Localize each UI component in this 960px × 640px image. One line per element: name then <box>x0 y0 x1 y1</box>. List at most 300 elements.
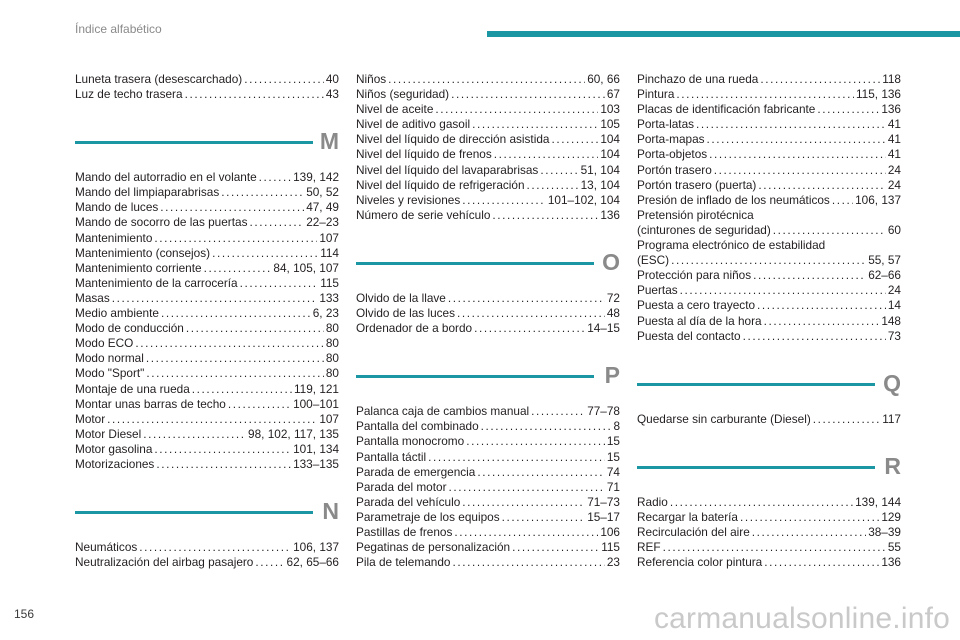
index-entry-term: Número de serie vehículo <box>356 207 491 222</box>
header-accent-bar <box>487 31 960 37</box>
index-entry <box>637 223 901 238</box>
index-entry-term: Programa electrónico de estabilidad <box>637 238 826 253</box>
index-entry-pages: 73 <box>887 328 901 343</box>
dot-leader <box>502 510 586 525</box>
index-entry <box>75 540 339 555</box>
index-entry <box>75 336 339 351</box>
index-entry-pages: 8 <box>613 419 620 434</box>
index-entry-term: Recargar la batería <box>637 509 738 524</box>
index-entry-pages: 117 <box>882 411 901 426</box>
index-entry-term: Masas <box>75 290 110 305</box>
dot-leader <box>154 442 291 457</box>
index-entry-pages: 80 <box>325 366 339 381</box>
dot-leader <box>494 147 599 162</box>
dot-leader <box>753 268 866 283</box>
index-entry <box>75 382 339 397</box>
section-heading <box>356 362 620 402</box>
index-entry-term: Presión de inflado de los neumáticos <box>637 192 830 207</box>
index-entry-pages: 133–135 <box>293 456 339 471</box>
index-entry-pages: 55 <box>887 540 901 555</box>
index-entry-term: Parada del motor <box>356 479 447 494</box>
dot-leader <box>186 321 324 336</box>
index-entry <box>75 442 339 457</box>
dot-leader <box>540 163 578 178</box>
index-entry-term: Nivel del líquido del lavaparabrisas <box>356 162 539 177</box>
index-entry-term: Puesta a cero trayecto <box>637 298 756 313</box>
dot-leader <box>452 555 604 570</box>
section-heading <box>637 369 901 410</box>
index-entry-pages: 105 <box>600 117 620 132</box>
index-entry <box>75 87 339 102</box>
dot-leader <box>146 366 324 381</box>
index-entry-term: Mantenimiento (consejos) <box>75 245 211 260</box>
index-entry-term: Montaje de una rueda <box>75 381 190 396</box>
index-section-r <box>637 452 901 570</box>
dot-leader <box>676 87 854 102</box>
dot-leader <box>107 412 317 427</box>
index-entry-pages: 115 <box>601 540 620 555</box>
dot-leader <box>146 351 324 366</box>
index-entry-term: Motorizaciones <box>75 456 155 471</box>
index-entry-term: Pretensión pirotécnica <box>637 207 754 222</box>
index-entry <box>356 540 620 555</box>
index-entry-term: Parametraje de los equipos <box>356 509 500 524</box>
index-column-1 <box>75 72 339 599</box>
dot-leader <box>451 87 605 102</box>
index-entry-term: Porta-objetos <box>637 147 708 162</box>
dot-leader <box>817 102 879 117</box>
index-entry-pages: 100–101 <box>293 396 339 411</box>
index-entry-pages: 15 <box>606 434 620 449</box>
index-entry-term: Mantenimiento de la carrocería <box>75 275 238 290</box>
index-entry-pages: 41 <box>887 147 901 162</box>
index-entry <box>356 178 620 193</box>
dot-leader <box>764 555 879 570</box>
index-entry-pages: 107 <box>319 230 339 245</box>
index-entry-pages: 71 <box>606 479 620 494</box>
dot-leader <box>477 465 605 480</box>
section-divider <box>75 141 313 144</box>
index-entry-pages: 115 <box>320 275 339 290</box>
index-entry-term: Nivel del líquido de frenos <box>356 147 492 162</box>
dot-leader <box>259 170 291 185</box>
index-entry-term: Modo "Sport" <box>75 366 145 381</box>
index-section-n <box>75 498 339 570</box>
section-letter: R <box>884 452 901 479</box>
index-entry <box>637 314 901 329</box>
index-entry <box>75 397 339 412</box>
index-entry-pages: 41 <box>887 117 901 132</box>
dot-leader <box>154 231 317 246</box>
index-entry <box>637 72 901 87</box>
index-section-continued <box>637 72 901 344</box>
index-entry <box>75 170 339 185</box>
index-entry-pages: 84, 105, 107 <box>273 260 339 275</box>
index-entry-pages: 148 <box>881 313 901 328</box>
dot-leader <box>714 163 886 178</box>
index-entry <box>637 87 901 102</box>
index-entry-pages: 60 <box>887 222 901 237</box>
index-entry <box>75 306 339 321</box>
index-entry <box>356 555 620 570</box>
index-entry-term: Nivel de aceite <box>356 102 434 117</box>
index-entry-pages: 14–15 <box>587 321 620 336</box>
section-divider <box>356 375 594 378</box>
index-entry-term: Pastillas de frenos <box>356 524 453 539</box>
dot-leader <box>449 480 605 495</box>
index-entry <box>356 434 620 449</box>
dot-leader <box>481 419 612 434</box>
index-entry-pages: 15–17 <box>587 509 620 524</box>
index-entry-term: Palanca caja de cambios manual <box>356 404 530 419</box>
index-entry <box>75 215 339 230</box>
dot-leader <box>435 102 598 117</box>
index-entry-pages: 139, 144 <box>855 494 901 509</box>
dot-leader <box>551 132 598 147</box>
index-entry-term: REF <box>637 540 661 555</box>
index-entry <box>637 412 901 427</box>
index-entry <box>75 555 339 570</box>
section-divider <box>356 262 594 265</box>
dot-leader <box>112 291 318 306</box>
dot-leader <box>764 314 880 329</box>
index-entry-term: Pintura <box>637 87 675 102</box>
index-entry <box>75 457 339 472</box>
index-entry-term: Quedarse sin carburante (Diesel) <box>637 411 811 426</box>
index-entry <box>637 268 901 283</box>
index-entry-term: Neutralización del airbag pasajero <box>75 555 254 570</box>
index-entry-pages: 6, 23 <box>312 306 339 321</box>
index-section-m <box>75 128 339 472</box>
dot-leader <box>760 72 880 87</box>
index-entry <box>637 102 901 117</box>
index-entry-term: (cinturones de seguridad) <box>637 222 771 237</box>
index-entry-pages: 80 <box>325 321 339 336</box>
index-entry-pages: 77–78 <box>587 404 620 419</box>
index-entry-term: Parada de emergencia <box>356 464 476 479</box>
index-entry-pages: 14 <box>887 298 901 313</box>
dot-leader <box>696 117 886 132</box>
index-entry <box>356 208 620 223</box>
index-section-q <box>637 369 901 427</box>
section-letter: Q <box>883 369 901 396</box>
index-entry <box>637 208 901 223</box>
index-entry <box>75 246 339 261</box>
dot-leader <box>221 185 304 200</box>
dot-leader <box>740 510 879 525</box>
index-entry-term: Mando del limpiaparabrisas <box>75 185 220 200</box>
index-entry-term: Placas de identificación fabricante <box>637 102 816 117</box>
index-entry-pages: 72 <box>606 290 620 305</box>
index-entry-pages: 114 <box>320 245 339 260</box>
index-entry-term: Neumáticos <box>75 540 138 555</box>
index-section-o <box>356 248 620 336</box>
index-entry-pages: 24 <box>887 177 901 192</box>
dot-leader <box>457 306 605 321</box>
dot-leader <box>462 193 546 208</box>
index-entry-term: Recirculación del aire <box>637 524 750 539</box>
dot-leader <box>752 525 866 540</box>
index-entry-term: Mantenimiento <box>75 230 153 245</box>
dot-leader <box>707 132 886 147</box>
index-entry <box>637 253 901 268</box>
section-heading <box>356 248 620 289</box>
index-entry-term: Niños <box>356 72 387 86</box>
index-entry-pages: 22–23 <box>306 215 339 230</box>
dot-leader <box>474 321 585 336</box>
dot-leader <box>448 291 605 306</box>
index-entry-term: Motor Diesel <box>75 426 142 441</box>
index-entry-term: Pantalla monocromo <box>356 434 465 449</box>
index-entry-pages: 62–66 <box>868 268 901 283</box>
index-entry-pages: 136 <box>881 555 901 570</box>
index-entry <box>356 117 620 132</box>
section-heading <box>75 128 339 168</box>
dot-leader <box>709 147 886 162</box>
dot-leader <box>185 87 324 102</box>
index-entry-term: Parada del vehículo <box>356 494 461 509</box>
index-entry <box>75 351 339 366</box>
index-entry-term: Protección para niños <box>637 268 752 283</box>
index-entry-term: Referencia color pintura <box>637 555 763 570</box>
index-entry-pages: 80 <box>325 351 339 366</box>
index-column-2 <box>356 72 620 599</box>
index-entry-pages: 74 <box>606 464 620 479</box>
index-entry-term: Olvido de la llave <box>356 290 446 305</box>
index-entry-pages: 24 <box>887 162 901 177</box>
index-entry-pages: 40 <box>325 72 339 86</box>
dot-leader <box>192 382 292 397</box>
index-entry <box>356 419 620 434</box>
dot-leader <box>773 223 886 238</box>
index-entry-term: Mando del autorradio en el volante <box>75 170 257 185</box>
index-entry-pages: 103 <box>600 102 620 117</box>
dot-leader <box>758 178 886 193</box>
index-entry <box>356 306 620 321</box>
dot-leader <box>743 329 886 344</box>
index-entry-term: Motor <box>75 411 106 426</box>
index-entry-pages: 62, 65–66 <box>286 555 339 570</box>
dot-leader <box>249 215 304 230</box>
dot-leader <box>462 495 585 510</box>
section-letter: M <box>319 128 339 155</box>
section-heading <box>637 452 901 493</box>
index-entry-pages: 38–39 <box>868 524 901 539</box>
index-entry-term: Radio <box>637 494 668 509</box>
index-entry-pages: 101–102, 104 <box>547 192 620 207</box>
dot-leader <box>680 283 886 298</box>
index-entry-term: Nivel de aditivo gasoil <box>356 117 471 132</box>
index-entry-term: Modo ECO <box>75 336 134 351</box>
dot-leader <box>388 72 585 87</box>
index-entry-pages: 13, 104 <box>580 177 620 192</box>
index-entry-pages: 104 <box>600 132 620 147</box>
index-entry <box>356 495 620 510</box>
index-column-3 <box>637 72 901 599</box>
index-entry <box>356 72 620 87</box>
dot-leader <box>832 193 853 208</box>
index-entry-term: Portón trasero <box>637 162 712 177</box>
watermark: carmanualsonline.info <box>653 602 950 635</box>
index-section-continued <box>75 72 339 102</box>
index-entry-pages: 136 <box>881 102 901 117</box>
index-entry-term: Portón trasero (puerta) <box>637 177 757 192</box>
index-entry-term: Medio ambiente <box>75 306 159 321</box>
section-letter: O <box>602 248 620 275</box>
dot-leader <box>228 397 291 412</box>
dot-leader <box>663 540 886 555</box>
index-entry-pages: 67 <box>606 87 620 102</box>
index-entry <box>356 291 620 306</box>
index-entry <box>75 366 339 381</box>
dot-leader <box>527 178 579 193</box>
section-letter: P <box>604 362 620 389</box>
index-entry <box>637 178 901 193</box>
index-entry-term: Niños (seguridad) <box>356 87 450 102</box>
index-entry-pages: 80 <box>325 336 339 351</box>
dot-leader <box>161 306 311 321</box>
dot-leader <box>671 253 866 268</box>
index-entry <box>637 238 901 253</box>
index-entry-term: Pinchazo de una rueda <box>637 72 759 86</box>
index-entry <box>356 404 620 419</box>
section-letter: N <box>322 498 339 525</box>
index-entry <box>75 427 339 442</box>
index-entry-pages: 115, 136 <box>855 87 901 102</box>
index-entry <box>75 72 339 87</box>
index-entry <box>356 480 620 495</box>
index-entry-term: Pegatinas de personalización <box>356 540 511 555</box>
index-entry <box>75 276 339 291</box>
index-entry-term: Ordenador de a bordo <box>356 321 473 336</box>
section-divider <box>637 383 875 386</box>
index-entry-pages: 107 <box>319 411 339 426</box>
dot-leader <box>428 450 605 465</box>
index-entry-term: Modo de conducción <box>75 321 184 336</box>
index-entry-term: Puesta del contacto <box>637 328 741 343</box>
index-entry <box>637 298 901 313</box>
index-entry-term: Niveles y revisiones <box>356 192 461 207</box>
index-entry <box>637 495 901 510</box>
index-entry-term: Pantalla táctil <box>356 449 427 464</box>
index-entry <box>356 321 620 336</box>
index-entry-pages: 50, 52 <box>306 185 339 200</box>
index-entry <box>637 555 901 570</box>
index-entry <box>356 450 620 465</box>
index-entry <box>356 193 620 208</box>
index-entry <box>637 510 901 525</box>
index-entry-term: Porta-mapas <box>637 132 705 147</box>
index-entry-pages: 129 <box>881 509 901 524</box>
index-entry-term: Luneta trasera (desescarchado) <box>75 72 243 86</box>
index-entry-pages: 24 <box>887 283 901 298</box>
index-entry-pages: 98, 102, 117, 135 <box>248 426 339 441</box>
dot-leader <box>156 457 291 472</box>
index-entry-term: Nivel del líquido de refrigeración <box>356 177 525 192</box>
index-entry-term: Modo normal <box>75 351 144 366</box>
dot-leader <box>212 246 318 261</box>
index-entry <box>637 163 901 178</box>
index-entry-pages: 104 <box>600 147 620 162</box>
dot-leader <box>204 261 272 276</box>
index-entry-term: Pantalla del combinado <box>356 419 479 434</box>
dot-leader <box>160 200 304 215</box>
index-entry <box>637 540 901 555</box>
index-entry-pages: 101, 134 <box>293 441 339 456</box>
index-entry <box>637 117 901 132</box>
index-entry <box>356 510 620 525</box>
index-entry-term: Luz de techo trasera <box>75 87 183 102</box>
section-heading <box>75 498 339 538</box>
index-entry-pages: 48 <box>606 306 620 321</box>
dot-leader <box>492 208 598 223</box>
index-entry-pages: 119, 121 <box>293 381 339 396</box>
index-entry <box>75 412 339 427</box>
dot-leader <box>139 540 291 555</box>
index-entry-pages: 136 <box>600 207 620 222</box>
index-entry-term: Pila de telemando <box>356 555 451 570</box>
index-entry-pages: 43 <box>325 87 339 102</box>
dot-leader <box>472 117 598 132</box>
index-entry <box>356 132 620 147</box>
index-entry-pages: 47, 49 <box>306 200 339 215</box>
index-entry-term: Puesta al día de la hora <box>637 313 762 328</box>
index-entry-term: Puertas <box>637 283 678 298</box>
index-entry-term: Mando de luces <box>75 200 159 215</box>
index-entry-pages: 106, 137 <box>855 192 901 207</box>
index-entry-pages: 55, 57 <box>868 253 901 268</box>
index-entry <box>75 291 339 306</box>
index-entry <box>637 283 901 298</box>
index-entry <box>637 132 901 147</box>
dot-leader <box>255 555 284 570</box>
index-entry <box>637 193 901 208</box>
index-section-continued <box>356 72 620 223</box>
dot-leader <box>135 336 324 351</box>
index-entry-pages: 71–73 <box>587 494 620 509</box>
index-entry <box>356 465 620 480</box>
dot-leader <box>240 276 319 291</box>
index-entry-term: Mantenimiento corriente <box>75 260 202 275</box>
index-entry <box>356 163 620 178</box>
index-entry-pages: 106 <box>600 524 620 539</box>
index-entry-pages: 139, 142 <box>293 170 339 185</box>
index-entry <box>75 200 339 215</box>
index-entry <box>356 147 620 162</box>
index-entry-pages: 106, 137 <box>293 540 339 555</box>
section-divider <box>637 466 875 469</box>
index-entry-term: Mando de socorro de las puertas <box>75 215 248 230</box>
dot-leader <box>244 72 324 87</box>
index-entry <box>637 147 901 162</box>
index-entry-term: Porta-latas <box>637 117 695 132</box>
index-entry-pages: 60, 66 <box>587 72 620 86</box>
index-entry-term: Montar unas barras de techo <box>75 396 226 411</box>
index-entry-pages: 23 <box>606 555 620 570</box>
index-entry <box>75 321 339 336</box>
index-section-p <box>356 362 620 570</box>
section-divider <box>75 511 313 514</box>
dot-leader <box>813 412 880 427</box>
index-entry <box>356 87 620 102</box>
dot-leader <box>670 495 853 510</box>
index-entry <box>75 185 339 200</box>
index-entry <box>356 102 620 117</box>
dot-leader <box>143 427 246 442</box>
dot-leader <box>531 404 585 419</box>
page-number: 156 <box>14 607 35 621</box>
dot-leader <box>512 540 599 555</box>
